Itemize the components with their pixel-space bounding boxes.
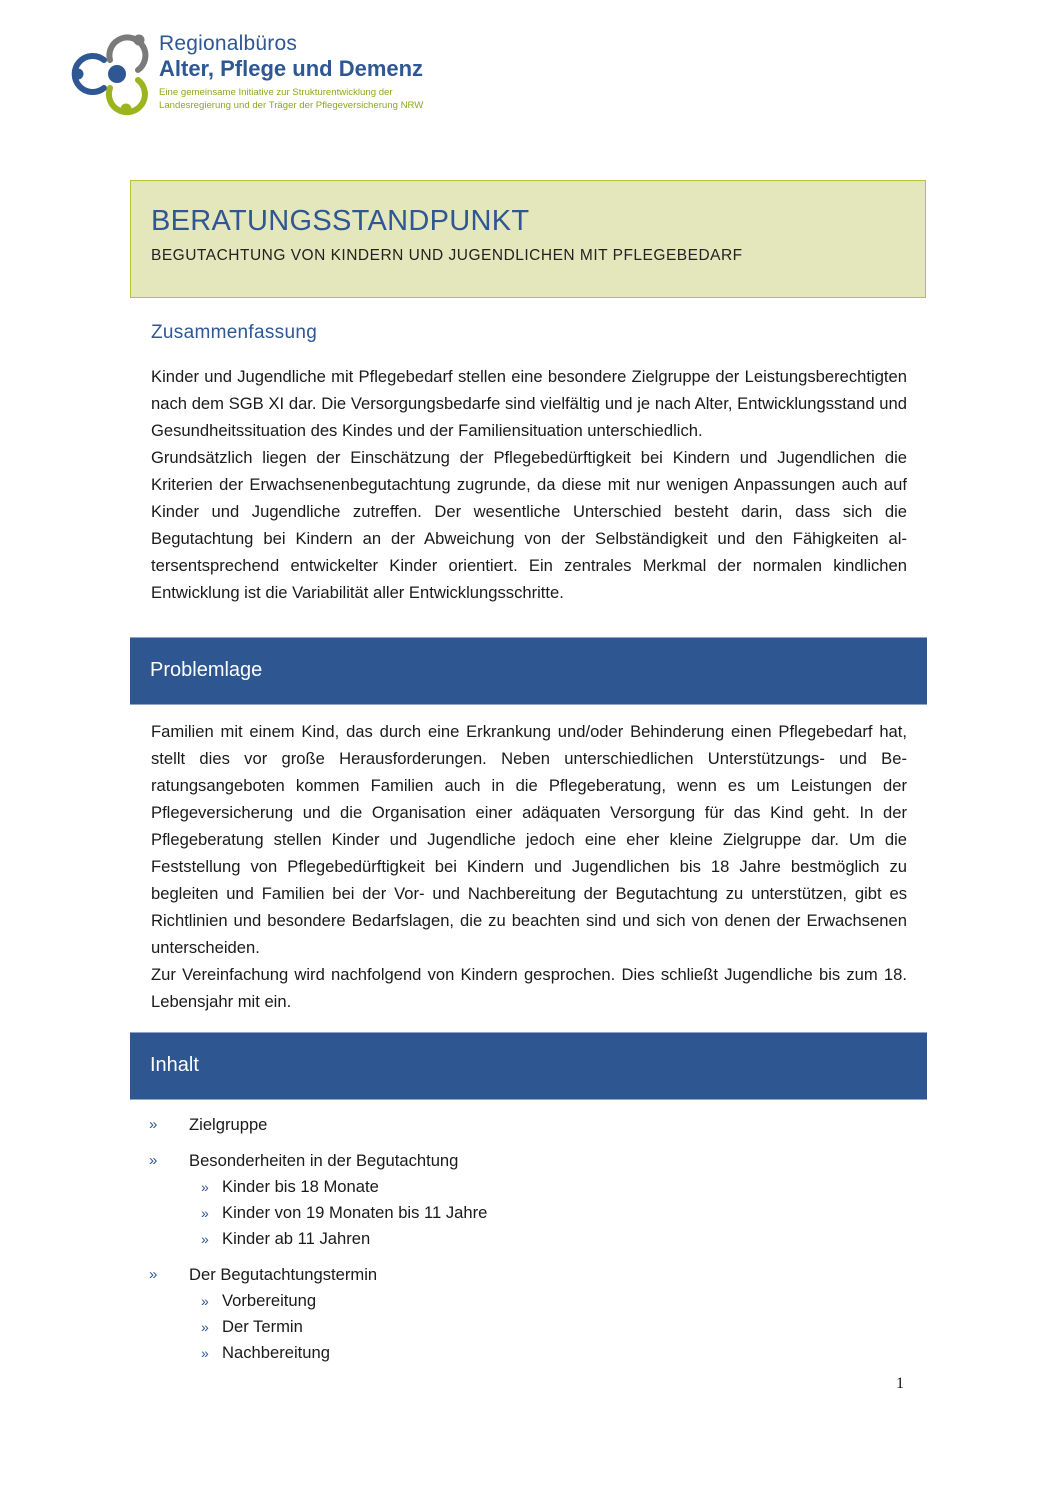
contents-heading: Inhalt <box>150 1054 199 1076</box>
logo-mark-icon <box>70 30 155 120</box>
toc-subitem[interactable] <box>149 1226 849 1252</box>
toc-subitem[interactable] <box>149 1200 849 1226</box>
logo-tagline-1: Eine gemeinsame Initiative zur Strukturentwicklung der <box>159 87 393 98</box>
logo-line-1: Regionalbüros <box>159 32 298 55</box>
toc-subitem-label: Vorbereitung <box>222 1291 317 1310</box>
toc-item[interactable] <box>149 1148 849 1174</box>
chevron-double-right-icon: » <box>201 1205 209 1221</box>
page-number: 1 <box>896 1375 904 1392</box>
toc-subitem-label: Kinder von 19 Monaten bis 11 Jahre <box>222 1203 488 1222</box>
logo-line-2: Alter, Pflege und Demenz <box>159 56 424 81</box>
problem-section-header <box>130 637 927 705</box>
chevron-double-right-icon: » <box>201 1179 209 1195</box>
chevron-double-right-icon: » <box>201 1345 209 1361</box>
toc-item-label: Der Begutachtungstermin <box>189 1265 378 1284</box>
chevron-double-right-icon: » <box>149 1266 158 1283</box>
table-of-contents <box>149 1112 849 1366</box>
toc-item-label: Besonderheiten in der Begutachtung <box>189 1151 459 1170</box>
contents-section-header <box>130 1032 927 1100</box>
page-subtitle: BEGUTACHTUNG VON KINDERN UND JUGENDLICHEN MIT PFLEGEBEDARF <box>151 247 743 264</box>
summary-paragraph: Grundsätzlich liegen der Einschätzung der Pflegebedürftigkeit bei Kindern und Jugendlichen die Kriterien der Erwachsenenbegutachtung zugrunde, da diese mit nur wenigen Anpassungen auch auf Kinder und Jugendliche zutreffen. Der wesentliche Unterschied besteht darin, dass sich die Begutachtung bei Kindern an der Abweichung von der Selbständigkeit und den Fähigkeiten altersentsprechend entwickelter Kinder orientiert. Ein zentrales Merkmal der normalen kindlichen Entwicklung ist die Variabilität aller Entwicklungsschritte. <box>151 448 907 602</box>
toc-subitem-label: Kinder bis 18 Monate <box>222 1177 379 1196</box>
page-title: BERATUNGSSTANDPUNKT <box>151 205 530 237</box>
toc-subitem-label: Der Termin <box>222 1317 303 1336</box>
toc-subitem[interactable] <box>149 1288 849 1314</box>
chevron-double-right-icon: » <box>201 1319 209 1335</box>
chevron-double-right-icon: » <box>201 1293 209 1309</box>
logo-tagline <box>159 86 423 112</box>
toc-subitem[interactable] <box>149 1174 849 1200</box>
chevron-double-right-icon: » <box>201 1231 209 1247</box>
problem-heading: Problemlage <box>150 659 263 681</box>
problem-paragraph: Familien mit einem Kind, das durch eine Erkrankung und/oder Behinderung einen Pflegebedarf hat, stellt dies vor große Herausforderungen. Neben unterschiedlichen Unterstützungs- und Beratungsangeboten kommen Familien auch in die Pflegeberatung, wenn es um Leistungen der Pflegeversicherung und die Organisation einer adäquaten Versorgung für das Kind geht. In der Pflegeberatung stellen Kinder und Jugendliche jedoch eine eher kleine Zielgruppe dar. Um die Feststellung von Pflegebedürftigkeit bei Kindern und Jugendlichen bis 18 Jahre bestmöglich zu begleiten und Familien bei der Vor- und Nachbereitung der Begutachtung zu unterstützen, gibt es Richtlinien und besondere Bedarfslagen, die zu beachten sind und sich von denen der Erwachsenen unterscheiden. <box>151 722 907 957</box>
toc-subitem[interactable] <box>149 1314 849 1340</box>
summary-text <box>151 363 907 606</box>
toc-item-label: Zielgruppe <box>189 1115 268 1134</box>
toc-item[interactable] <box>149 1112 849 1138</box>
title-box <box>130 180 926 298</box>
summary-heading: Zusammenfassung <box>151 322 318 343</box>
summary-paragraph: Kinder und Jugendliche mit Pflegebedarf stellen eine besondere Zielgruppe der Leistungsberechtigten nach dem SGB XI dar. Die Versorgungsbedarfe sind vielfältig und je nach Alter, Entwicklungsstand und Gesundheitssituation des Kindes und der Familiensituation unterschiedlich. <box>151 367 907 440</box>
toc-subitem-label: Kinder ab 11 Jahren <box>222 1229 371 1248</box>
problem-text <box>151 718 907 1015</box>
toc-subitem[interactable] <box>149 1340 849 1366</box>
logo <box>70 30 470 120</box>
problem-paragraph: Zur Vereinfachung wird nachfolgend von Kindern gesprochen. Dies schließt Jugendliche bis zum 18. Lebensjahr mit ein. <box>151 965 907 1011</box>
toc-subitem-label: Nachbereitung <box>222 1343 330 1362</box>
toc-item[interactable] <box>149 1262 849 1288</box>
logo-tagline-2: Landesregierung und der Träger der Pflegeversicherung NRW <box>159 100 424 111</box>
chevron-double-right-icon: » <box>149 1116 158 1133</box>
chevron-double-right-icon: » <box>149 1152 158 1169</box>
